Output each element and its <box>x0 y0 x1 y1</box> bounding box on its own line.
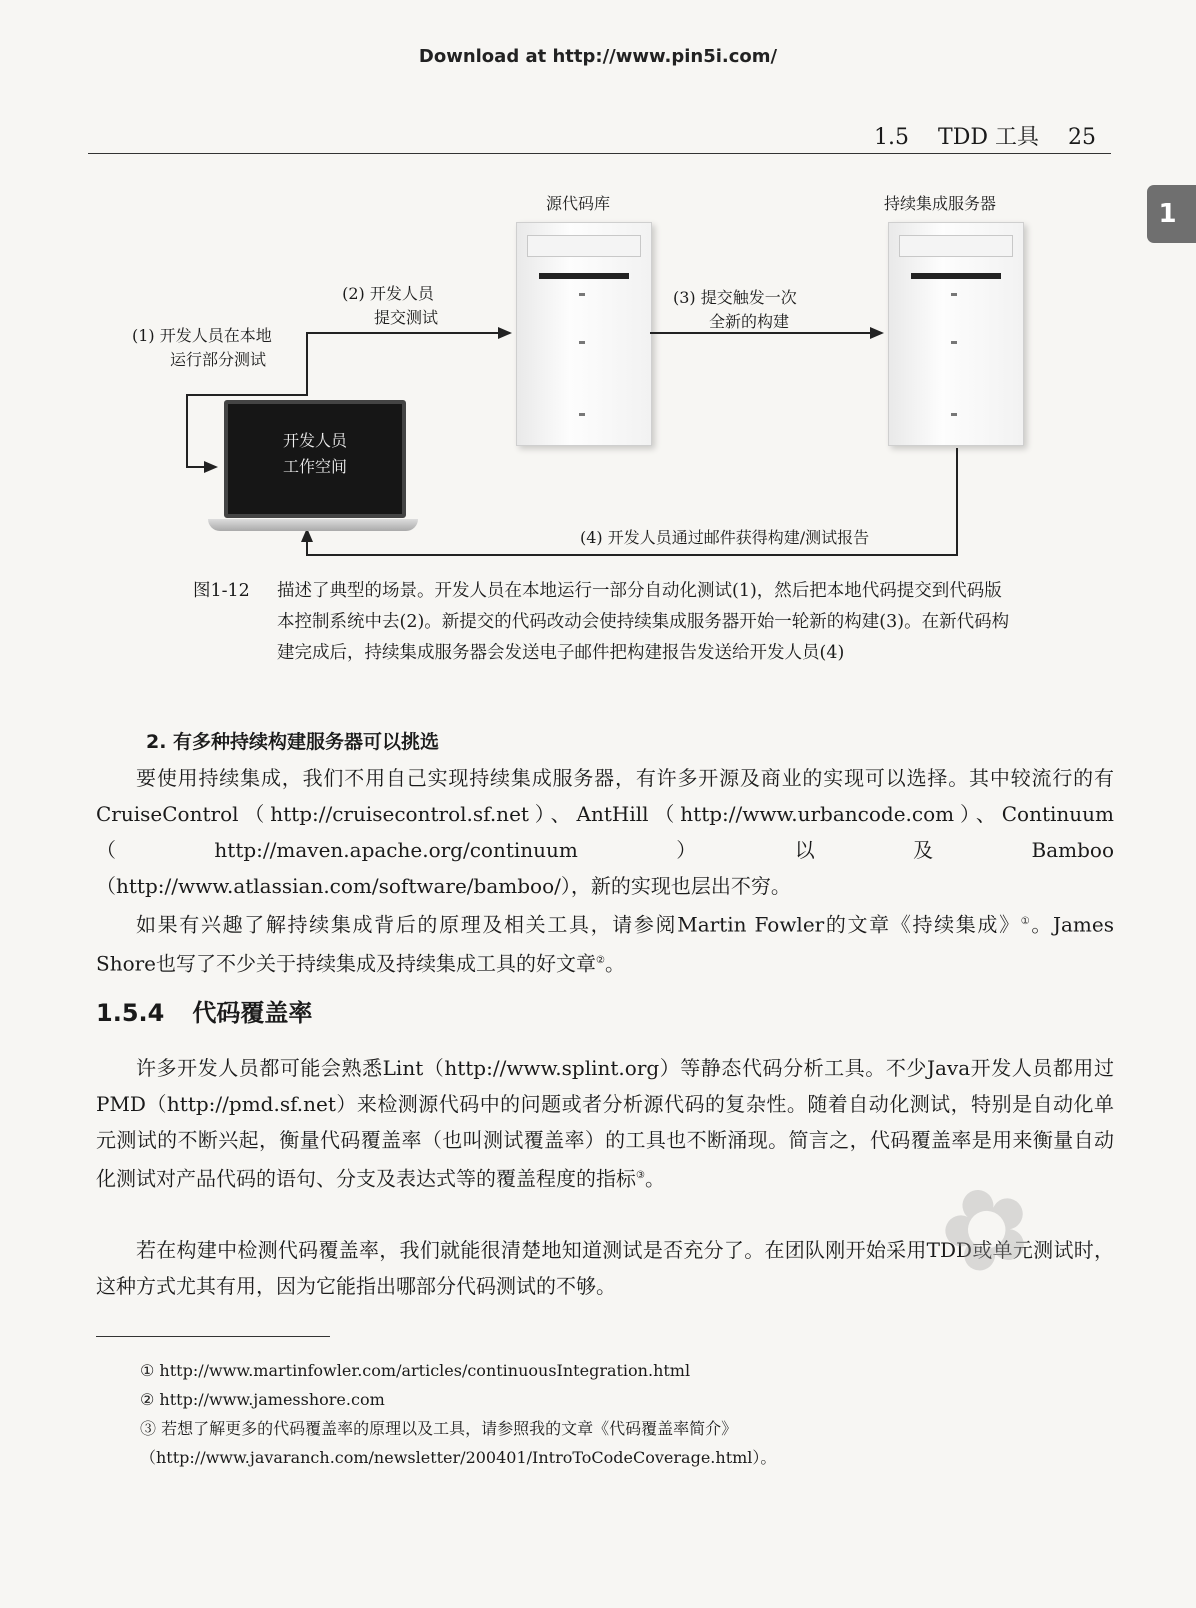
paragraph: 要使用持续集成，我们不用自己实现持续集成服务器，有许多开源及商业的实现可以选择。其中较流行的有CruiseControl（http://cruisecontrol.sf.net）、AntHill（http://www.urbancode.com）、Continuum（http://maven.apache.org/continuum）以及Bamboo（http://www.atlassian.com/software/bamboo/），新的实现也层出不穷。 <box>96 766 1115 898</box>
paragraph: 如果有兴趣了解持续集成背后的原理及相关工具，请参阅Martin Fowler的文章《持续集成》①。James Shore也写了不少关于持续集成及持续集成工具的好文章②。 <box>96 912 1114 976</box>
step2-label: (2) 开发人员 提交测试 <box>342 284 439 327</box>
workspace-label: 开发人员 工作空间 <box>282 431 347 476</box>
paragraph: 若在构建中检测代码覆盖率，我们就能很清楚地知道测试是否充分了。在团队刚开始采用TDD或单元测试时，这种方式尤其有用，因为它能指出哪部分代码测试的不够。 <box>96 1238 1114 1298</box>
arrow-right-icon <box>870 327 884 339</box>
step3-label: (3) 提交触发一次 全新的构建 <box>673 288 797 331</box>
connector-line <box>306 540 308 556</box>
connector-line <box>186 466 206 468</box>
ci-server-label: 持续集成服务器 <box>884 194 997 213</box>
connector-line <box>650 332 872 334</box>
footnote-ref[interactable]: ② <box>596 954 605 966</box>
footnote-rule <box>96 1336 330 1337</box>
connector-line <box>956 448 958 556</box>
connector-line <box>306 554 958 556</box>
laptop-icon <box>224 400 406 518</box>
connector-line <box>186 394 308 396</box>
section-heading: 1.5.4 代码覆盖率 <box>96 999 313 1027</box>
footnote-ref[interactable]: ① <box>1020 916 1032 927</box>
arrow-right-icon <box>498 327 512 339</box>
footnote: ② http://www.jamesshore.com <box>140 1390 385 1409</box>
download-banner: Download at http://www.pin5i.com/ <box>418 46 778 67</box>
footnote-ref[interactable]: ③ <box>636 1170 645 1181</box>
page-number: 25 <box>1068 125 1096 150</box>
footnote: ① http://www.martinfowler.com/articles/continuousIntegration.html <box>140 1361 691 1380</box>
step4-label: (4) 开发人员通过邮件获得构建/测试报告 <box>580 528 870 547</box>
repo-label: 源代码库 <box>546 194 611 213</box>
header-rule <box>88 153 1111 154</box>
laptop-base <box>208 519 418 531</box>
repo-server-icon <box>516 222 652 446</box>
arrow-right-icon <box>204 461 218 473</box>
connector-line <box>186 394 188 468</box>
figure-caption <box>193 576 1013 669</box>
running-title: TDD 工具 <box>938 125 1039 150</box>
section-number: 1.5 <box>874 125 910 150</box>
ci-server-icon <box>888 222 1024 446</box>
figure-caption-text: 描述了典型的场景。开发人员在本地运行一部分自动化测试(1)，然后把本地代码提交到代码版本控制系统中去(2)。新提交的代码改动会使持续集成服务器开始一轮新的构建(3)。在新代码构建完成后，持续集成服务器会发送电子邮件把构建报告发送给开发人员(4) <box>277 581 1010 663</box>
connector-line <box>306 332 500 334</box>
paragraph: 许多开发人员都可能会熟悉Lint（http://www.splint.org）等静态代码分析工具。不少Java开发人员都用过PMD（http://pmd.sf.net）来检测源代码中的问题或者分析源代码的复杂性。随着自动化测试，特别是自动化单元测试的不断兴起，衡量代码覆盖率（也叫测试覆盖率）的工具也不断涌现。简言之，代码覆盖率是用来衡量自动化测试对产品代码的语句、分支及表达式等的覆盖程度的指标③。 <box>96 1056 1114 1191</box>
footnote: ③ 若想了解更多的代码覆盖率的原理以及工具，请参照我的文章《代码覆盖率简介》（http://www.javaranch.com/newsletter/200401/IntroToCodeCoverage.html）。 <box>140 1419 777 1467</box>
step1-label: (1) 开发人员在本地 运行部分测试 <box>132 326 272 369</box>
chapter-tab: 1 <box>1147 185 1196 243</box>
connector-line <box>306 332 308 394</box>
running-head <box>852 120 1096 151</box>
watermark-seal: ✿ <box>921 1152 1052 1305</box>
figure-number: 图1-12 <box>193 581 250 601</box>
subheading: 2. 有多种持续构建服务器可以挑选 <box>146 731 440 753</box>
